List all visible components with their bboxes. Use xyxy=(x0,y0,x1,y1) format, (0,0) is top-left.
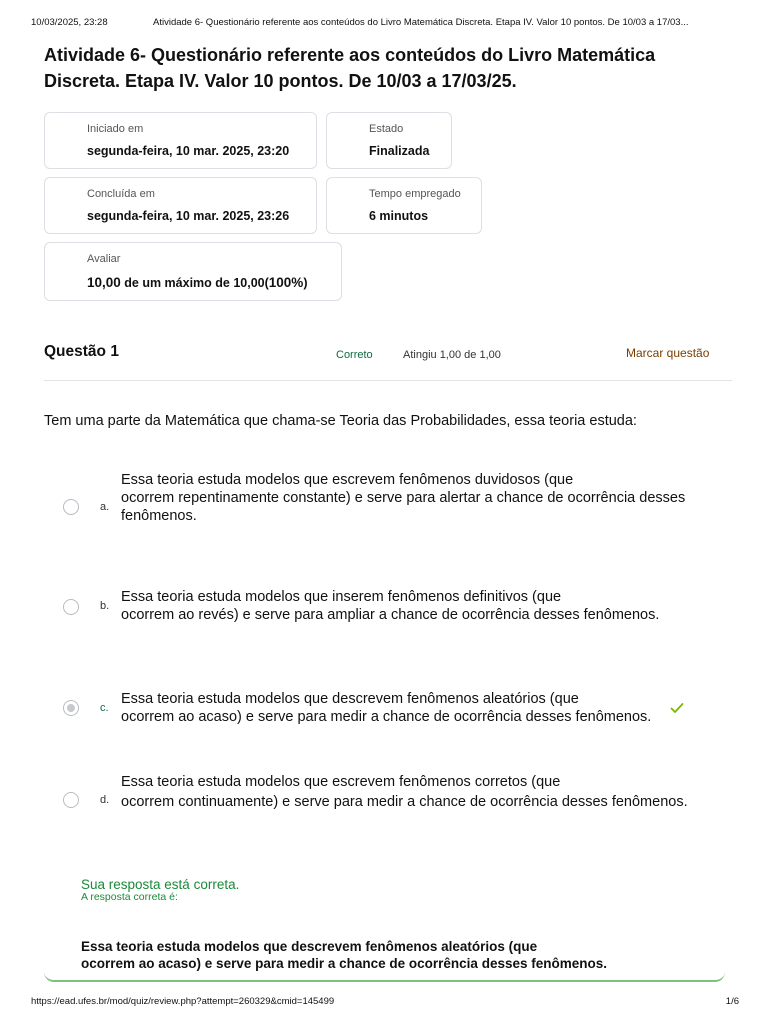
option-c-radio-selected[interactable] xyxy=(63,700,79,716)
grade-middle: de um máximo de 10,00( xyxy=(120,276,269,290)
check-icon xyxy=(670,702,684,714)
started-label: Iniciado em xyxy=(87,123,144,135)
time-value: 6 minutos xyxy=(369,209,429,223)
state-label: Estado xyxy=(369,123,404,135)
correct-answer-line2: ocorrem ao acaso) e serve para medir a chance de ocorrência desses fenômenos. xyxy=(81,956,607,971)
option-c-line1: Essa teoria estuda modelos que descrevem fenômenos aleatórios (que xyxy=(121,691,579,707)
option-d-line2: ocorrem continuamente) e serve para medir a chance de ocorrência desses fenômenos. xyxy=(121,794,688,810)
completed-label: Concluída em xyxy=(87,188,155,200)
grade-close: ) xyxy=(303,276,308,290)
print-header xyxy=(31,17,741,28)
grade-percent: 100% xyxy=(268,275,304,290)
option-d-radio[interactable] xyxy=(63,792,79,808)
option-c-line2: ocorrem ao acaso) e serve para medir a chance de ocorrência desses fenômenos. xyxy=(121,709,652,725)
option-a-letter: a. xyxy=(100,501,110,513)
option-c-text[interactable] xyxy=(121,690,651,726)
time-label: Tempo empregado xyxy=(369,188,461,200)
summary-grade-card xyxy=(44,242,342,301)
option-a-line2: ocorrem repentinamente constante) e serve para alertar a chance de ocorrência desses xyxy=(121,490,686,506)
option-d-line1: Essa teoria estuda modelos que escrevem fenômenos corretos (que xyxy=(121,774,561,790)
state-value: Finalizada xyxy=(369,144,430,158)
started-value: segunda-feira, 10 mar. 2025, 23:20 xyxy=(87,144,290,158)
print-datetime: 10/03/2025, 23:28 xyxy=(31,17,108,28)
completed-value: segunda-feira, 10 mar. 2025, 23:26 xyxy=(87,209,290,223)
correct-answer-line1: Essa teoria estuda modelos que descrevem fenômenos aleatórios (que xyxy=(81,939,538,954)
question-status: Correto xyxy=(336,349,373,361)
summary-time-card xyxy=(326,177,482,234)
option-c-letter: c. xyxy=(100,702,109,714)
print-url: https://ead.ufes.br/mod/quiz/review.php?attempt=260329&cmid=145499 xyxy=(31,996,335,1007)
grade-value xyxy=(87,275,307,290)
summary-completed-card xyxy=(44,177,317,234)
option-b-line2: ocorrem ao revés) e serve para ampliar a chance de ocorrência desses fenômenos. xyxy=(121,607,660,623)
correct-answer-text xyxy=(81,938,607,972)
summary-started-card xyxy=(44,112,317,169)
question-text: Tem uma parte da Matemática que chama-se Teoria das Probabilidades, essa teoria estuda: xyxy=(44,413,637,429)
grade-score: 10,00 xyxy=(87,275,121,290)
grade-label: Avaliar xyxy=(87,253,121,265)
option-a-text[interactable] xyxy=(121,471,685,525)
option-a-line1: Essa teoria estuda modelos que escrevem fenômenos duvidosos (que xyxy=(121,472,574,488)
option-b-letter: b. xyxy=(100,600,110,612)
summary-state-card xyxy=(326,112,452,169)
print-page-number: 1/6 xyxy=(725,996,739,1007)
correct-answer-label: A resposta correta é: xyxy=(81,891,178,903)
feedback-correct-message: Sua resposta está correta. xyxy=(81,877,240,892)
option-b-radio[interactable] xyxy=(63,599,79,615)
question-grade: Atingiu 1,00 de 1,00 xyxy=(403,349,501,361)
question-divider xyxy=(44,380,732,381)
option-a-radio[interactable] xyxy=(63,499,79,515)
option-b-line1: Essa teoria estuda modelos que inserem fenômenos definitivos (que xyxy=(121,589,562,605)
option-d-letter: d. xyxy=(100,794,110,806)
print-doc-title: Atividade 6- Questionário referente aos conteúdos do Livro Matemática Discreta. Etapa IV. Valor 10 pontos. De 10/03 a 17/03... xyxy=(153,17,689,28)
option-a-line3: fenômenos. xyxy=(121,508,197,524)
question-title: Questão 1 xyxy=(44,343,119,360)
option-d-text[interactable] xyxy=(121,772,688,812)
flag-question-link[interactable]: Marcar questão xyxy=(626,346,710,360)
page-title: Atividade 6- Questionário referente aos conteúdos do Livro Matemática Discreta. Etapa IV. Valor 10 pontos. De 10/03 a 17/03/25. xyxy=(44,45,656,91)
option-b-text[interactable] xyxy=(121,588,659,624)
print-footer xyxy=(31,996,739,1007)
